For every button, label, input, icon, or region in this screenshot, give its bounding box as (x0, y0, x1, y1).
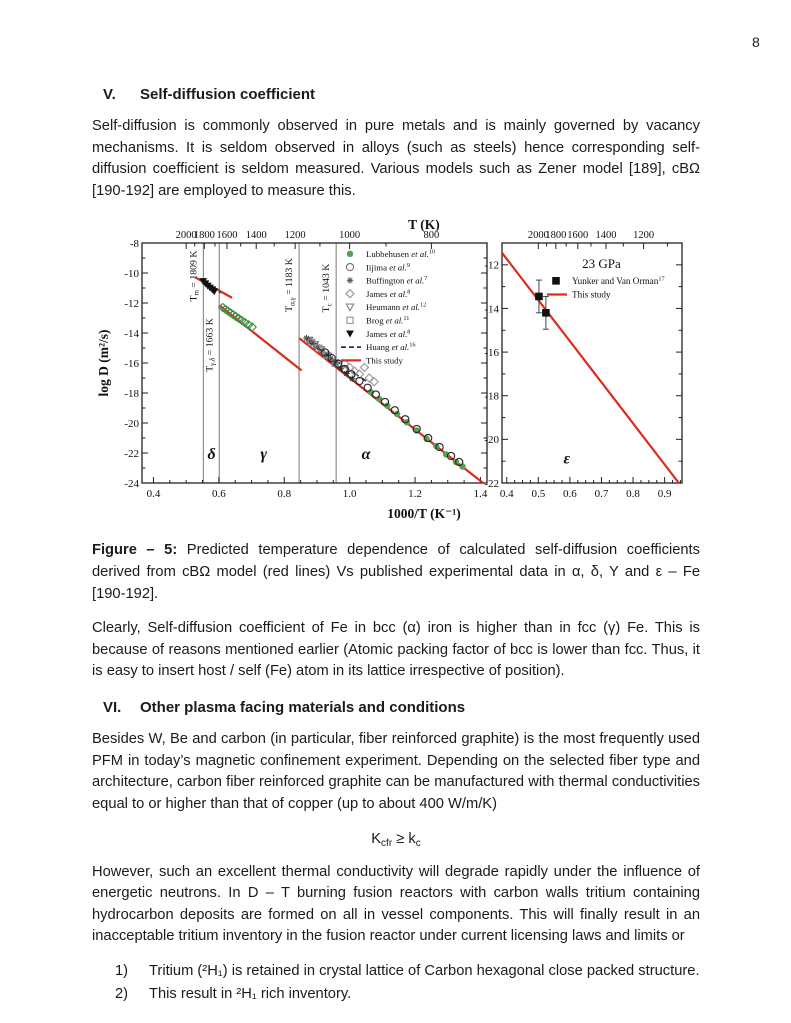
svg-text:Buffington et al.7: Buffington et al.$^7$ (366, 275, 428, 287)
section-v-number: V. (103, 86, 116, 103)
svg-text:γ: γ (260, 446, 267, 464)
paragraph-pfm-graphite: Besides W, Be and carbon (in particular, fiber reinforced graphite) is the most frequently used PFM in today’s magnetic confinement experiment. Depending on the selected fiber type and architecture, carbon fiber reinforced graphite can be manufactured with thermal conductivities equal to or higher than that of copper (up to about 400 W/m/K) (92, 731, 700, 812)
svg-text:1.2: 1.2 (408, 488, 422, 501)
svg-text:-20: -20 (484, 434, 499, 447)
svg-text:-18: -18 (484, 390, 499, 403)
numbered-list (92, 960, 700, 1006)
svg-text:1200: 1200 (633, 230, 655, 242)
equation-lhs-base: K (371, 830, 382, 847)
svg-text:Tγ,δ = 1663 K: $T_{\gamma,\delta} = 1663$ K (204, 318, 217, 373)
figure-5-caption-text: Predicted temperature dependence of calculated self-diffusion coefficients derived from cBΩ model (red lines) Vs published experimental data in α, δ, Υ and ε – Fe [190-192]. (92, 542, 700, 602)
svg-text:-18: -18 (124, 388, 139, 401)
svg-text:1400: 1400 (245, 230, 267, 242)
svg-text:1.0: 1.0 (342, 488, 357, 501)
list-item-1-marker: 1) (115, 962, 129, 979)
equation-lhs-sub: cfr (381, 837, 393, 849)
svg-text:2000: 2000 (527, 230, 549, 242)
svg-text:-16: -16 (124, 358, 139, 371)
svg-text:α: α (361, 446, 371, 464)
svg-text:0.8: 0.8 (626, 488, 640, 501)
svg-text:1000/T (K⁻¹): 1000/T (K⁻¹) (387, 506, 461, 522)
equation-kcfr (92, 831, 700, 849)
list-item-1 (92, 960, 700, 983)
svg-text:1.4: 1.4 (473, 488, 488, 501)
svg-text:James et al.8: James et al.$^8$ (366, 288, 411, 300)
paragraph-self-diffusion: Self-diffusion is commonly observed in pure metals and is mainly governed by vacancy mechanisms. It is seldom observed in alloys (such as steels) hence corresponding self-diffusion coefficient is seldom measured. Various models such as Zener model [189], cBΩ [190-192] are employed to measure this. (92, 118, 700, 199)
svg-text:ε: ε (563, 450, 571, 468)
svg-text:0.6: 0.6 (563, 488, 577, 501)
svg-text:T (K): T (K) (408, 217, 440, 233)
svg-text:James et al.8: James et al.$^8$ (366, 328, 411, 340)
svg-text:Iijima et al.9: Iijima et al.$^9$ (366, 262, 410, 273)
section-v-title: Self-diffusion coefficient (140, 86, 316, 103)
figure-5-svg (94, 216, 702, 526)
svg-text:1600: 1600 (216, 230, 238, 242)
svg-text:1800: 1800 (545, 230, 567, 242)
svg-text:δ: δ (207, 446, 216, 464)
svg-text:This study: This study (366, 355, 403, 366)
svg-text:Heumann et al.12: Heumann et al.$^{12}$ (366, 302, 427, 313)
svg-text:-22: -22 (124, 448, 139, 461)
section-vi-title: Other plasma facing materials and conditions (140, 699, 466, 717)
svg-text:Brog et al.11: Brog et al.$^{11}$ (366, 315, 410, 326)
svg-text:800: 800 (423, 230, 440, 242)
svg-text:-14: -14 (484, 303, 499, 316)
svg-text:-16: -16 (484, 347, 499, 360)
svg-text:0.5: 0.5 (531, 488, 546, 501)
paragraph-neutrons-tritium: However, such an excellent thermal conductivity will degrade rapidly under the influence of energetic neutrons. In D – T burning fusion reactors with carbon walls tritium containing hydrocarbon deposits are formed on all in vessel components. This will finally result in an inacceptable tritium inventory in the fusion reactor under current licensing laws and limits or (92, 863, 700, 945)
svg-text:Tc = 1043 K: $T_c = 1043$ K (321, 264, 334, 313)
svg-text:-8: -8 (129, 238, 139, 251)
section-v-heading (92, 86, 700, 103)
svg-text:1600: 1600 (567, 230, 589, 242)
svg-text:0.6: 0.6 (211, 488, 226, 501)
svg-text:This study: This study (572, 289, 611, 300)
svg-text:log D (m²/s): log D (m²/s) (96, 329, 111, 397)
svg-text:0.4: 0.4 (499, 488, 514, 501)
svg-text:1400: 1400 (595, 230, 617, 242)
svg-text:2000: 2000 (175, 230, 197, 242)
document-content (92, 0, 700, 1006)
svg-text:Lubbehusen et al.10: Lubbehusen et al.$^{10}$ (366, 248, 436, 260)
svg-text:Yunker and Van Orman17: Yunker and Van Orman$^{17}$ (572, 275, 665, 287)
paragraph-bcc-fcc-discussion: Clearly, Self-diffusion coefficient of Fe in bcc (α) iron is higher than in fcc (γ) Fe. This is because of reasons mentioned earlier (Atomic packing factor of bcc is lower than fcc. Thus, it is easy to insert host / self (Fe) atom in its lattice irrespective of position). (92, 620, 700, 680)
list-item-2-marker: 2) (115, 985, 129, 1002)
svg-text:Tα,γ = 1183 K: $T_{\alpha,\gamma} = 1183$ K (284, 258, 297, 313)
svg-text:-12: -12 (484, 260, 499, 273)
list-item-1-text: Tritium (²H₁) is retained in crystal lattice of Carbon hexagonal close packed structure. (149, 962, 700, 979)
svg-text:0.9: 0.9 (657, 488, 672, 501)
svg-text:Tm = 1809 K: $T_m = 1809$ K (188, 250, 201, 302)
svg-text:0.8: 0.8 (277, 488, 292, 501)
figure-5-caption (92, 540, 700, 605)
figure-5-chart (94, 216, 702, 526)
svg-text:Huang et al.16: Huang et al.$^{16}$ (366, 342, 416, 353)
page-number: 8 (752, 34, 760, 50)
svg-text:23 GPa: 23 GPa (582, 256, 621, 272)
svg-text:1200: 1200 (284, 230, 306, 242)
equation-operator: ≥ (392, 830, 409, 847)
svg-text:0.4: 0.4 (146, 488, 161, 501)
section-vi-heading (92, 699, 700, 716)
svg-text:0.7: 0.7 (594, 488, 609, 501)
list-item-2-text: This result in ²H₁ rich inventory. (149, 985, 352, 1002)
svg-text:-22: -22 (484, 478, 499, 491)
equation-rhs-sub: c (415, 837, 421, 849)
svg-text:-24: -24 (124, 478, 139, 491)
svg-text:-12: -12 (124, 298, 139, 311)
svg-text:-10: -10 (124, 268, 139, 281)
figure-5-caption-label: Figure – 5: (92, 542, 178, 559)
svg-text:1800: 1800 (193, 230, 215, 242)
svg-text:1000: 1000 (339, 230, 361, 242)
list-item-2 (92, 983, 700, 1006)
equation-rhs-base: k (408, 830, 416, 847)
svg-text:-14: -14 (124, 328, 139, 341)
section-vi-number: VI. (103, 699, 122, 717)
svg-text:-20: -20 (124, 418, 139, 431)
